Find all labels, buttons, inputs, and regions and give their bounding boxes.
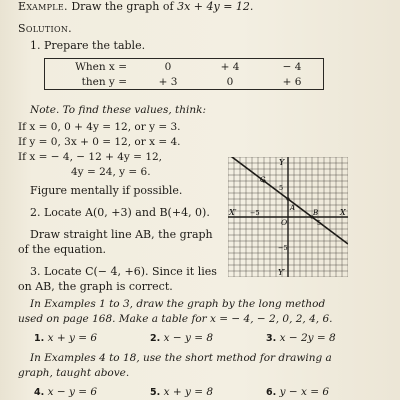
tick-label-x-neg5: −5: [250, 209, 260, 217]
instructions-1-line-1: In Examples 1 to 3, draw the graph by the long method: [30, 298, 326, 310]
exercise-equation: x − y = 8: [163, 332, 214, 344]
exercise-number: 3.: [266, 333, 277, 344]
exercise-6: [266, 386, 329, 398]
table-row-label: When x =: [75, 60, 127, 73]
note-line-2: If y = 0, 3x + 0 = 12, or x = 4.: [18, 136, 181, 148]
note-line-4: 4y = 24, y = 6.: [71, 166, 151, 178]
values-table: [44, 58, 324, 90]
step-1: 1. Prepare the table.: [30, 39, 146, 52]
tick-label-y-5: 5: [279, 184, 284, 192]
exercise-number: 6.: [266, 387, 277, 398]
table-row-y: [45, 74, 323, 89]
note-line-1: If x = 0, 0 + 4y = 12, or y = 3.: [18, 121, 181, 133]
exercise-equation: x + y = 6: [47, 332, 98, 344]
draw-line-2: of the equation.: [18, 243, 107, 256]
exercise-number: 4.: [34, 387, 45, 398]
solution-label: Solution.: [18, 22, 72, 35]
exercise-number: 5.: [150, 387, 161, 398]
table-cell: + 6: [282, 75, 302, 88]
exercise-equation: x − y = 6: [47, 386, 98, 398]
exercise-4: [34, 386, 97, 398]
draw-line-1: Draw straight line AB, the graph: [30, 228, 213, 241]
instructions-2-line-1: In Examples 4 to 18, use the short method for drawing a: [30, 352, 332, 364]
exercise-3: [266, 332, 336, 344]
exercise-equation: y − x = 6: [279, 386, 330, 398]
origin-label: O: [281, 218, 288, 227]
graph-svg: [228, 157, 348, 277]
table-row-label: then y =: [81, 75, 127, 88]
note-lead: Note. To find these values, think:: [30, 104, 207, 116]
example-label: Example.: [18, 0, 68, 13]
tick-label-x-5: 5: [317, 219, 322, 227]
table-cell: 0: [164, 60, 172, 73]
table-cell: + 3: [158, 75, 178, 88]
x-axis-label-right: X: [340, 208, 346, 217]
table-cell: + 4: [220, 60, 240, 73]
instructions-1-line-2: used on page 168. Make a table for x = − 4, − 2, 0, 2, 4, 6.: [18, 313, 333, 325]
y-axis-label-top: Y: [279, 158, 285, 167]
point-c-label: C: [260, 176, 266, 184]
instructions-2-line-2: graph, taught above.: [18, 367, 130, 379]
example-heading: [18, 0, 253, 13]
figure-mentally: Figure mentally if possible.: [30, 184, 183, 197]
note-line-3: If x = − 4, − 12 + 4y = 12,: [18, 151, 163, 163]
example-text: Draw the graph of: [71, 0, 174, 13]
step-3-line-2: on AB, the graph is correct.: [18, 280, 173, 293]
point-b-label: B: [313, 209, 319, 217]
x-axis-label-left: X′: [229, 208, 237, 217]
exercise-5: [150, 386, 213, 398]
table-cell: 0: [226, 75, 234, 88]
exercise-number: 2.: [150, 333, 161, 344]
example-equation: 3x + 4y = 12.: [177, 0, 254, 13]
exercise-equation: x − 2y = 8: [279, 332, 336, 344]
exercise-equation: x + y = 8: [163, 386, 214, 398]
step-2: 2. Locate A(0, +3) and B(+4, 0).: [30, 206, 210, 219]
y-axis-label-bottom: Y′: [278, 268, 286, 277]
tick-label-y-neg5: −5: [278, 244, 288, 252]
point-a-label: A: [290, 204, 296, 212]
point-a-marker: [286, 197, 289, 200]
coordinate-graph: [228, 157, 348, 281]
exercise-1: [34, 332, 97, 344]
exercise-number: 1.: [34, 333, 45, 344]
table-cell: − 4: [282, 60, 302, 73]
exercise-2: [150, 332, 213, 344]
table-row-x: [45, 59, 323, 74]
step-3-line-1: 3. Locate C(− 4, +6). Since it lies: [30, 265, 217, 278]
